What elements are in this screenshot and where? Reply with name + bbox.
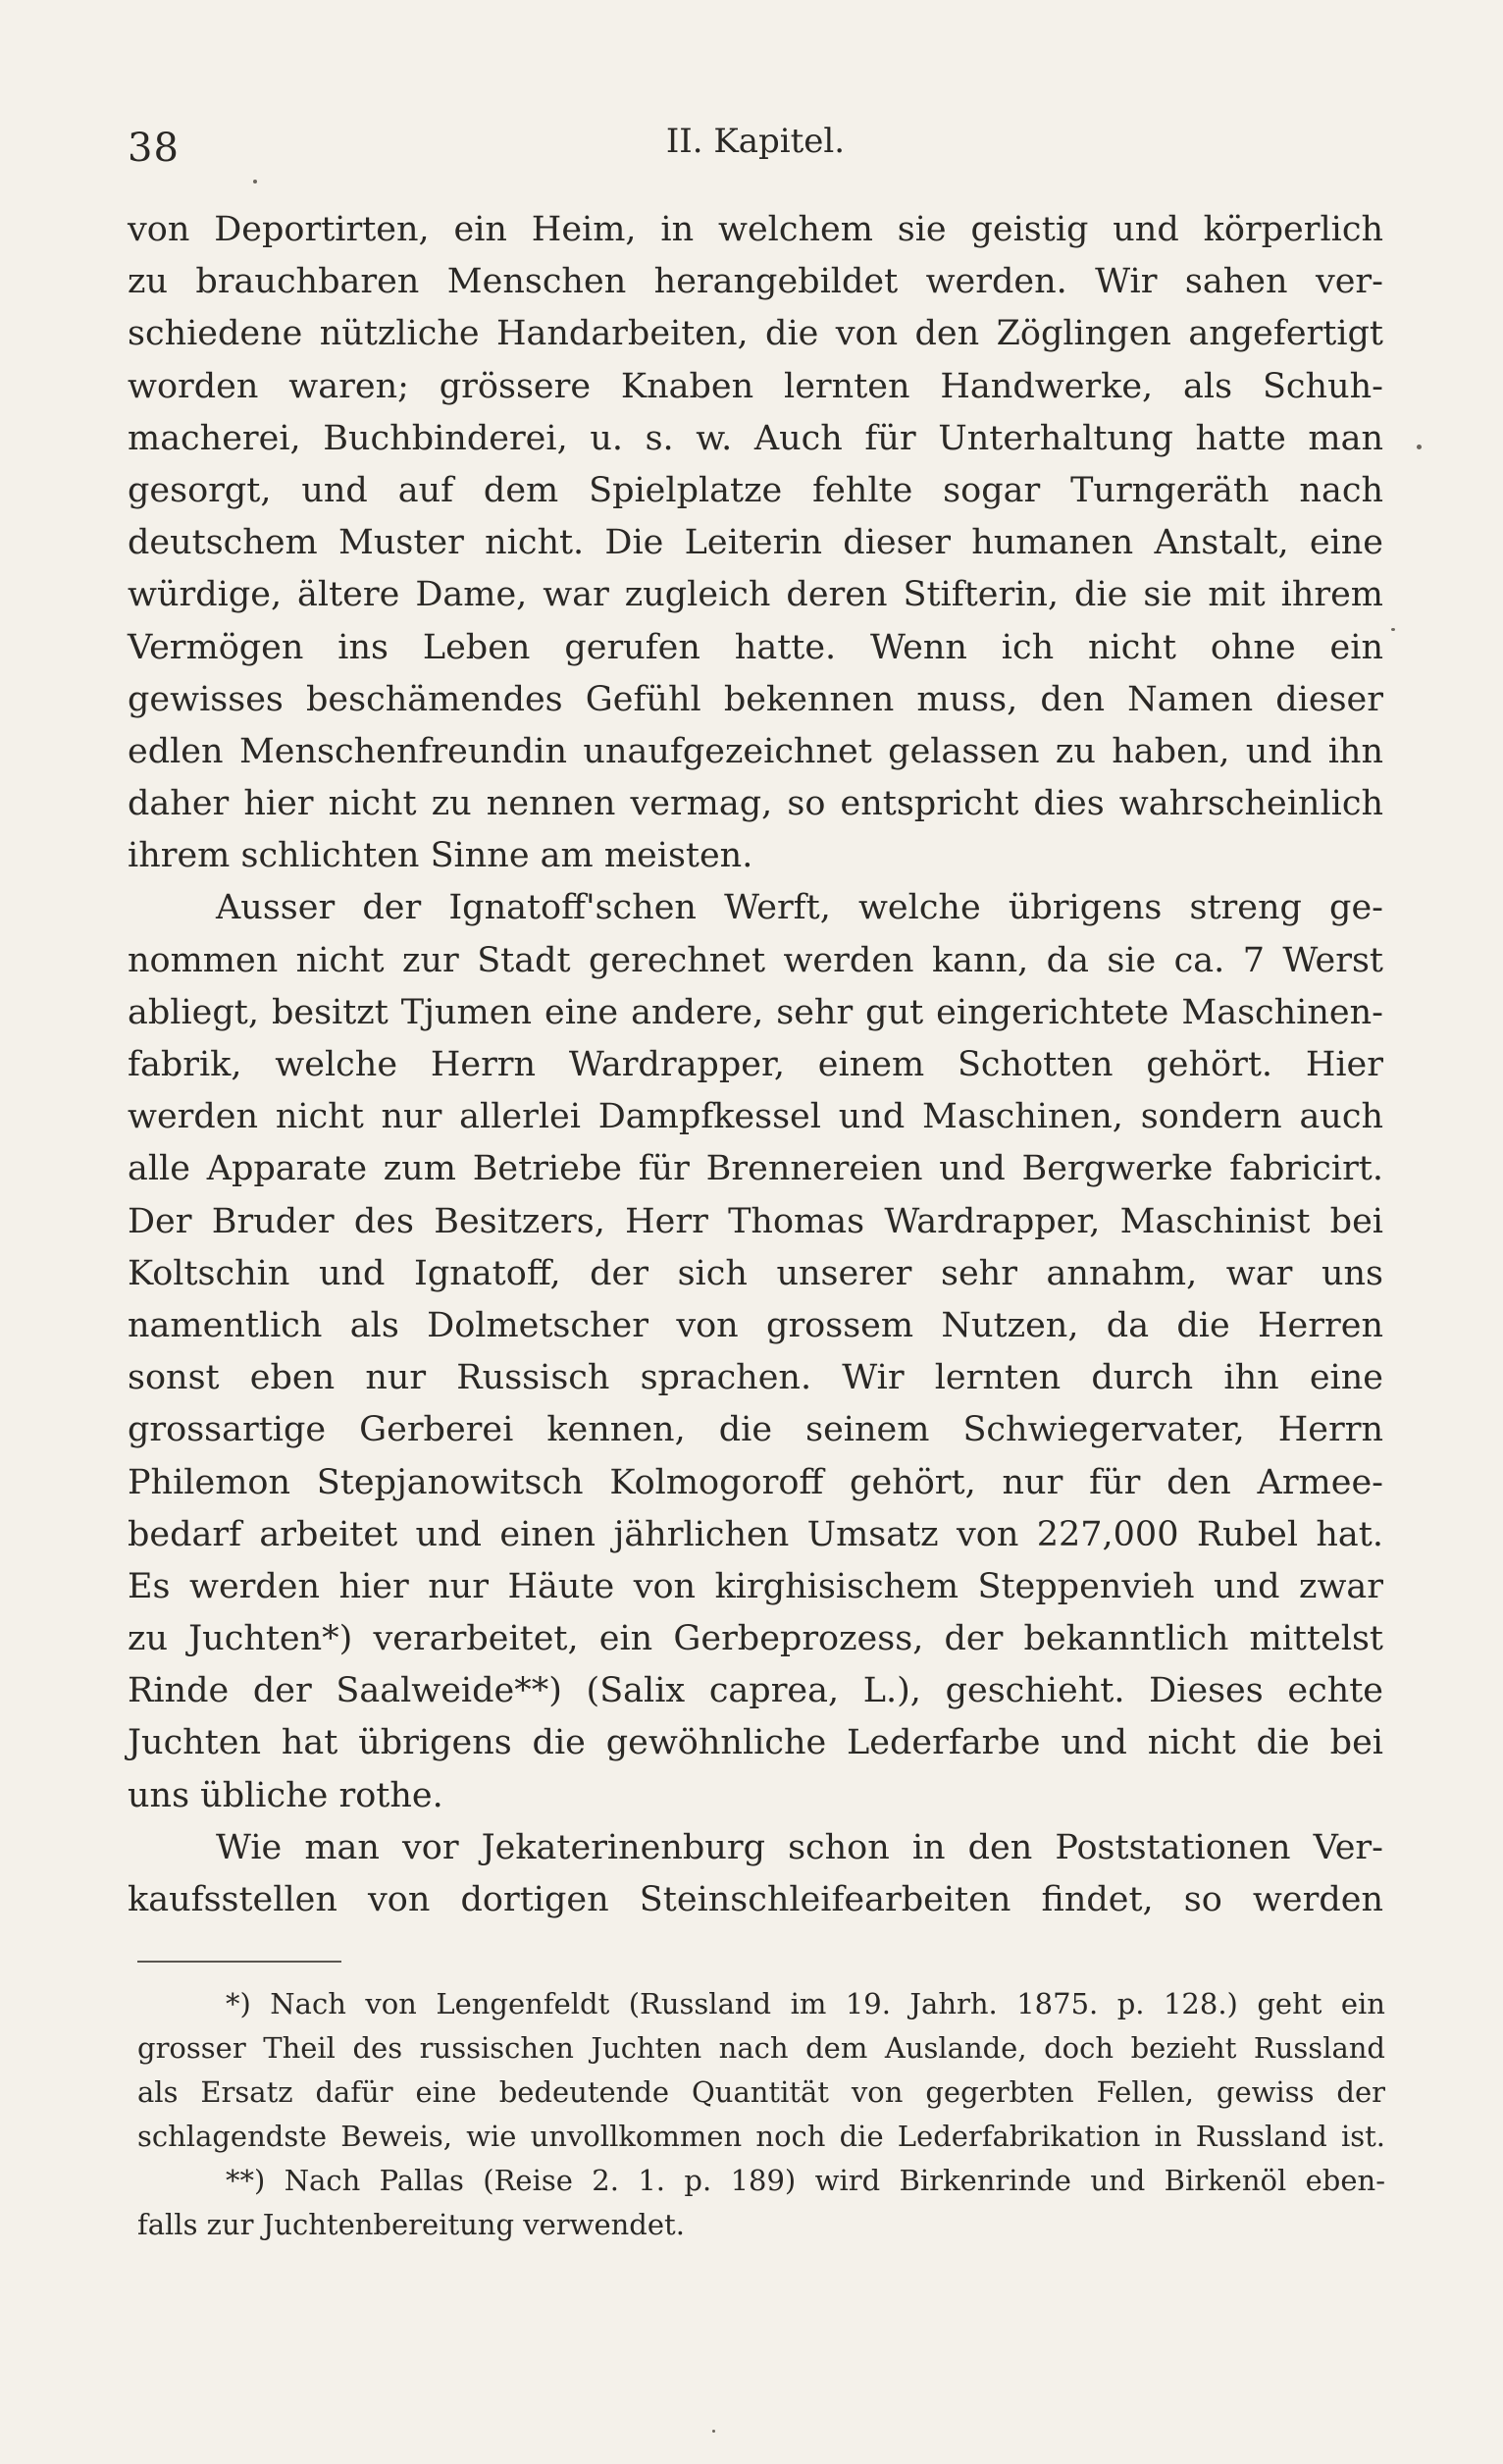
text-line: edlen Menschenfreundin unaufgezeichnet gelassen zu haben, und ihn [128, 731, 1383, 771]
text-line: deutschem Muster nicht. Die Leiterin dieser humanen Anstalt, eine [128, 523, 1383, 563]
text-line: worden waren; grössere Knaben lernten Handwerke, als Schuh- [128, 366, 1383, 406]
text-line: abliegt, besitzt Tjumen eine andere, sehr gut eingerichtete Maschinen- [128, 992, 1383, 1032]
text-line: zu brauchbaren Menschen herangebildet werden. Wir sahen ver- [128, 262, 1383, 302]
footnotes [137, 1982, 1385, 2247]
text-line: kaufsstellen von dortigen Steinschleifearbeiten findet, so werden [128, 1880, 1383, 1919]
footnote-line: als Ersatz dafür eine bedeutende Quantität von gegerbten Fellen, gewiss der [137, 2075, 1385, 2109]
text-line: nommen nicht zur Stadt gerechnet werden kann, da sie ca. 7 Werst [128, 940, 1383, 980]
body-text [128, 204, 1383, 1926]
footnote-line: schlagendste Beweis, wie unvollkommen noch die Lederfabrikation in Russland ist. [137, 2120, 1385, 2153]
text-line: Philemon Stepjanowitsch Kolmogoroff gehört, nur für den Armee- [128, 1462, 1383, 1502]
text-line: alle Apparate zum Betriebe für Brennereien und Bergwerke fabricirt. [128, 1149, 1383, 1189]
print-speck [712, 2430, 715, 2433]
text-line: Vermögen ins Leben gerufen hatte. Wenn ich nicht ohne ein [128, 627, 1383, 667]
text-line: gewisses beschämendes Gefühl bekennen muss, den Namen dieser [128, 679, 1383, 719]
print-speck [253, 180, 257, 183]
text-line: fabrik, welche Herrn Wardrapper, einem Schotten gehört. Hier [128, 1045, 1383, 1084]
footnote-line: grosser Theil des russischen Juchten nach dem Auslande, doch bezieht Russland [137, 2031, 1385, 2065]
text-line: Ausser der Ignatoff'schen Werft, welche übrigens streng ge- [216, 888, 1383, 928]
text-line: sonst eben nur Russisch sprachen. Wir lernten durch ihn eine [128, 1358, 1383, 1398]
footnote-line: *) Nach von Lengenfeldt (Russland im 19. Jahrh. 1875. p. 128.) geht ein [226, 1987, 1385, 2020]
text-line: namentlich als Dolmetscher von grossem Nutzen, da die Herren [128, 1305, 1383, 1345]
page-header [128, 118, 1383, 177]
text-line: Koltschin und Ignatoff, der sich unserer sehr annahm, war uns [128, 1253, 1383, 1293]
text-line: würdige, ältere Dame, war zugleich deren Stifterin, die sie mit ihrem [128, 575, 1383, 615]
footnote-line: falls zur Juchtenbereitung verwendet. [137, 2208, 685, 2241]
print-speck [1391, 628, 1395, 631]
text-line: gesorgt, und auf dem Spielplatze fehlte sogar Turngeräth nach [128, 470, 1383, 510]
text-line: ihrem schlichten Sinne am meisten. [128, 836, 753, 876]
text-line: werden nicht nur allerlei Dampfkessel und Maschinen, sondern auch [128, 1097, 1383, 1137]
text-line: daher hier nicht zu nennen vermag, so entspricht dies wahrscheinlich [128, 784, 1383, 824]
running-head: II. Kapitel. [665, 122, 846, 161]
text-line: von Deportirten, ein Heim, in welchem sie geistig und körperlich [128, 210, 1383, 249]
text-line: Rinde der Saalweide**) (Salix caprea, L.), geschieht. Dieses echte [128, 1671, 1383, 1711]
print-speck [1417, 445, 1422, 449]
text-line: grossartige Gerberei kennen, die seinem Schwiegervater, Herrn [128, 1410, 1383, 1450]
text-line: Der Bruder des Besitzers, Herr Thomas Wardrapper, Maschinist bei [128, 1201, 1383, 1241]
text-line: zu Juchten*) verarbeitet, ein Gerbeprozess, der bekanntlich mittelst [128, 1619, 1383, 1659]
text-line: Juchten hat übrigens die gewöhnliche Lederfarbe und nicht die bei [128, 1723, 1383, 1763]
text-line: uns übliche rothe. [128, 1775, 443, 1815]
page-number: 38 [128, 126, 180, 171]
text-line: macherei, Buchbinderei, u. s. w. Auch für Unterhaltung hatte man [128, 418, 1383, 458]
text-line: bedarf arbeitet und einen jährlichen Umsatz von 227,000 Rubel hat. [128, 1514, 1383, 1554]
text-line: Es werden hier nur Häute von kirghisischem Steppenvieh und zwar [128, 1566, 1383, 1606]
text-line: Wie man vor Jekaterinenburg schon in den Poststationen Ver- [216, 1827, 1383, 1867]
footnote-separator [137, 1961, 341, 1963]
text-line: schiedene nützliche Handarbeiten, die von den Zöglingen angefertigt [128, 314, 1383, 354]
footnote-line: **) Nach Pallas (Reise 2. 1. p. 189) wird Birkenrinde und Birkenöl eben- [226, 2164, 1385, 2197]
